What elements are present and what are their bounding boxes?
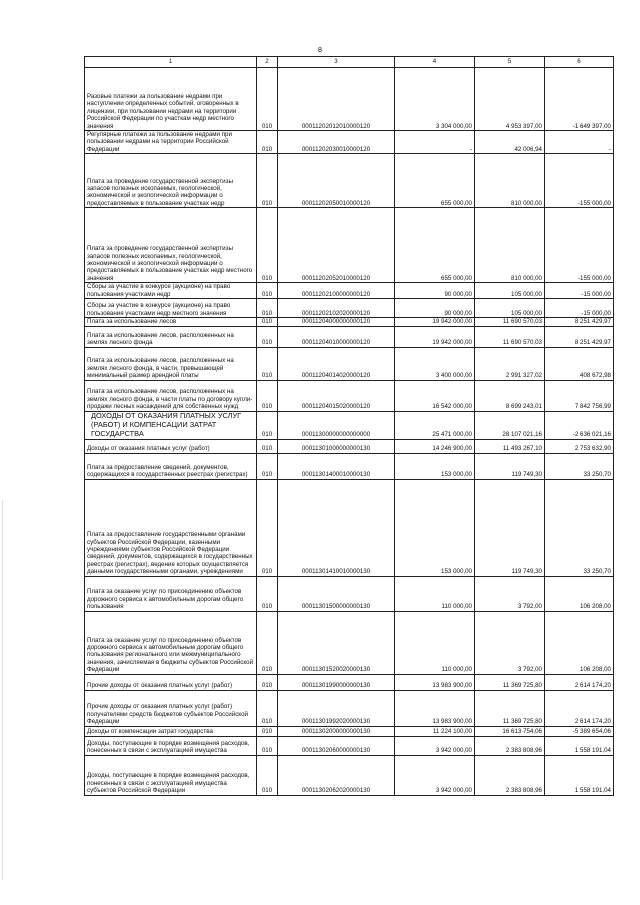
row-code-cell: 010 bbox=[257, 755, 278, 795]
table-header bbox=[85, 57, 614, 68]
row-fact-cell: 11 690 570,03 bbox=[475, 318, 545, 326]
row-name-cell: Плата за использование лесов, расположенных на землях лесного фонда, в части платы по договору купли-продажи лесных насаждений для собственных нужд bbox=[85, 380, 257, 411]
row-kbk-cell: 00011204000000000120 bbox=[278, 318, 395, 326]
row-fact-cell: 105 000,00 bbox=[475, 283, 545, 299]
table-row bbox=[85, 318, 614, 326]
row-diff-cell: -15 000,00 bbox=[545, 299, 614, 318]
budget-income-table bbox=[84, 56, 614, 796]
row-name-cell: Сборы за участие в конкурсе (аукционе) на право пользования участками недр bbox=[85, 283, 257, 299]
row-fact-cell: 11 493 267,10 bbox=[475, 439, 545, 453]
row-code-cell: 010 bbox=[257, 283, 278, 299]
table-row bbox=[85, 411, 614, 439]
row-plan-cell: 19 942 000,00 bbox=[395, 318, 475, 326]
row-name-cell: Доходы, поступающие в порядке возмещения расходов, понесенных в связи с эксплуатацией имущества bbox=[85, 736, 257, 755]
row-code-cell: 010 bbox=[257, 68, 278, 131]
row-plan-cell: 3 400 000,00 bbox=[395, 347, 475, 380]
row-fact-cell: 8 699 243,01 bbox=[475, 380, 545, 411]
row-code-cell: 010 bbox=[257, 736, 278, 755]
row-kbk-cell: 00011202052010000120 bbox=[278, 208, 395, 283]
table-row bbox=[85, 576, 614, 611]
row-name-cell: ДОХОДЫ ОТ ОКАЗАНИЯ ПЛАТНЫХ УСЛУГ (РАБОТ) И КОМПЕНСАЦИИ ЗАТРАТ ГОСУДАРСТВА bbox=[85, 411, 257, 439]
row-plan-cell: 13 983 900,00 bbox=[395, 690, 475, 726]
row-kbk-cell: 00011301990000000130 bbox=[278, 674, 395, 690]
row-kbk-cell: 00011301410010000130 bbox=[278, 479, 395, 576]
row-name-cell: Разовые платежи за пользование недрами при наступлении определенных событий, оговоренных в лицензии, при пользовании недрами на территории Российской Федерации по участкам недр местного значения bbox=[85, 68, 257, 131]
row-plan-cell: 14 246 900,00 bbox=[395, 439, 475, 453]
table-row bbox=[85, 439, 614, 453]
row-plan-cell: 3 942 000,00 bbox=[395, 736, 475, 755]
row-name-cell: Плата за использование лесов bbox=[85, 318, 257, 326]
row-plan-cell: 110 000,00 bbox=[395, 576, 475, 611]
row-diff-cell: 2 614 174,20 bbox=[545, 690, 614, 726]
table-row bbox=[85, 479, 614, 576]
row-plan-cell: 153 000,00 bbox=[395, 479, 475, 576]
row-plan-cell: 16 542 000,00 bbox=[395, 380, 475, 411]
row-diff-cell: -155 000,00 bbox=[545, 154, 614, 208]
row-kbk-cell: 00011202012010000120 bbox=[278, 68, 395, 131]
row-kbk-cell: 00011301992020000130 bbox=[278, 690, 395, 726]
row-name-cell: Плата за оказание услуг по присоединению объектов дорожного сервиса к автомобильным дорогам общего пользования bbox=[85, 576, 257, 611]
row-diff-cell: - bbox=[545, 131, 614, 154]
row-kbk-cell: 00011301500000000130 bbox=[278, 576, 395, 611]
row-code-cell: 010 bbox=[257, 576, 278, 611]
row-code-cell: 010 bbox=[257, 453, 278, 479]
table-row bbox=[85, 68, 614, 131]
column-header: 5 bbox=[475, 57, 545, 68]
table-row bbox=[85, 453, 614, 479]
column-header: 2 bbox=[257, 57, 278, 68]
table-row bbox=[85, 674, 614, 690]
row-name-cell: Регулярные платежи за пользование недрами при пользовании недрами на территории Российской Федерации bbox=[85, 131, 257, 154]
row-diff-cell: 8 251 429,97 bbox=[545, 318, 614, 326]
table-row bbox=[85, 736, 614, 755]
row-code-cell: 010 bbox=[257, 690, 278, 726]
row-fact-cell: 810 000,00 bbox=[475, 154, 545, 208]
column-header: 1 bbox=[85, 57, 257, 68]
row-fact-cell: 810 000,00 bbox=[475, 208, 545, 283]
row-diff-cell: 33 250,70 bbox=[545, 479, 614, 576]
row-name-cell: Прочие доходы от оказания платных услуг (работ) bbox=[85, 674, 257, 690]
row-code-cell: 010 bbox=[257, 154, 278, 208]
row-diff-cell: 1 558 191,04 bbox=[545, 736, 614, 755]
table-row bbox=[85, 755, 614, 795]
row-code-cell: 010 bbox=[257, 318, 278, 326]
row-diff-cell: 7 842 756,99 bbox=[545, 380, 614, 411]
row-plan-cell: 3 942 000,00 bbox=[395, 755, 475, 795]
row-kbk-cell: 00011302000000000130 bbox=[278, 726, 395, 736]
row-kbk-cell: 00011202100000000120 bbox=[278, 283, 395, 299]
row-plan-cell: 25 471 000,00 bbox=[395, 411, 475, 439]
row-diff-cell: 8 251 429,97 bbox=[545, 326, 614, 347]
row-kbk-cell: 00011300000000000000 bbox=[278, 411, 395, 439]
row-name-cell: Плата за проведение государственной экспертизы запасов полезных ископаемых, геологической, экономической и экологической информации о предоставляемых в пользование участках недр bbox=[85, 154, 257, 208]
row-kbk-cell: 00011202030010000120 bbox=[278, 131, 395, 154]
table-row bbox=[85, 326, 614, 347]
row-code-cell: 010 bbox=[257, 347, 278, 380]
row-code-cell: 010 bbox=[257, 131, 278, 154]
table-body bbox=[85, 68, 614, 796]
row-kbk-cell: 00011204015020000120 bbox=[278, 380, 395, 411]
row-diff-cell: -5 389 654,06 bbox=[545, 726, 614, 736]
row-name-cell: Плата за предоставление сведений, документов, содержащихся в государственных реестрах (регистрах) bbox=[85, 453, 257, 479]
row-fact-cell: 2 991 327,02 bbox=[475, 347, 545, 380]
table-row bbox=[85, 283, 614, 299]
row-name-cell: Плата за проведение государственной экспертизы запасов полезных ископаемых, геологической, экономической и экологической информации о предоставляемых в пользование участках недр местного значения bbox=[85, 208, 257, 283]
row-code-cell: 010 bbox=[257, 611, 278, 674]
row-diff-cell: 106 208,00 bbox=[545, 576, 614, 611]
row-diff-cell: -2 636 021,16 bbox=[545, 411, 614, 439]
row-code-cell: 010 bbox=[257, 326, 278, 347]
row-plan-cell: 90 000,00 bbox=[395, 283, 475, 299]
row-code-cell: 010 bbox=[257, 411, 278, 439]
row-name-cell: Доходы от оказания платных услуг (работ) bbox=[85, 439, 257, 453]
table-row bbox=[85, 131, 614, 154]
table-row bbox=[85, 208, 614, 283]
row-fact-cell: 2 383 808,96 bbox=[475, 736, 545, 755]
row-code-cell: 010 bbox=[257, 479, 278, 576]
page-number: 8 bbox=[318, 47, 322, 54]
row-fact-cell: 16 613 754,06 bbox=[475, 726, 545, 736]
row-name-cell: Плата за оказание услуг по присоединению объектов дорожного сервиса к автомобильным дорогам общего пользования регионального или межмуниципального значения, зачисляемая в бюджеты субъектов Российской Федерации bbox=[85, 611, 257, 674]
row-plan-cell: 3 304 000,00 bbox=[395, 68, 475, 131]
row-kbk-cell: 00011204010000000120 bbox=[278, 326, 395, 347]
column-number-row bbox=[85, 57, 614, 68]
row-fact-cell: 119 749,30 bbox=[475, 479, 545, 576]
table-row bbox=[85, 299, 614, 318]
row-name-cell: Доходы, поступающие в порядке возмещения расходов, понесенных в связи с эксплуатацией имущества субъектов Российской Федерации bbox=[85, 755, 257, 795]
row-code-cell: 010 bbox=[257, 726, 278, 736]
row-plan-cell: 655 000,00 bbox=[395, 208, 475, 283]
column-header: 4 bbox=[395, 57, 475, 68]
row-name-cell: Плата за использование лесов, расположенных на землях лесного фонда, в части, превышающей минимальный размер арендной платы bbox=[85, 347, 257, 380]
row-kbk-cell: 00011302062020000130 bbox=[278, 755, 395, 795]
row-name-cell: Плата за предоставление государственными органами субъектов Российской Федерации, казенными учреждениями субъектов Российской Федерации сведений, документов, содержащихся в государственных реестрах (регистрах), ведение которых осуществляется данными государственными органами, учреждениями bbox=[85, 479, 257, 576]
row-plan-cell: 110 000,00 bbox=[395, 611, 475, 674]
row-diff-cell: 2 753 632,90 bbox=[545, 439, 614, 453]
row-diff-cell: -1 649 397,00 bbox=[545, 68, 614, 131]
row-plan-cell: 19 942 000,00 bbox=[395, 326, 475, 347]
row-fact-cell: 42 006,94 bbox=[475, 131, 545, 154]
row-kbk-cell: 00011202102020000120 bbox=[278, 299, 395, 318]
row-name-cell: Доходы от компенсации затрат государства bbox=[85, 726, 257, 736]
row-code-cell: 010 bbox=[257, 439, 278, 453]
row-plan-cell: 655 000,00 bbox=[395, 154, 475, 208]
table-row bbox=[85, 154, 614, 208]
table-row bbox=[85, 726, 614, 736]
row-fact-cell: 11 369 725,80 bbox=[475, 690, 545, 726]
row-fact-cell: 105 000,00 bbox=[475, 299, 545, 318]
row-code-cell: 010 bbox=[257, 674, 278, 690]
scan-edge-mark bbox=[2, 500, 5, 880]
row-name-cell: Прочие доходы от оказания платных услуг (работ) получателями средств бюджетов субъектов Российской Федерации bbox=[85, 690, 257, 726]
row-name-cell: Сборы за участие в конкурсе (аукционе) на право пользования участками недр местного значения bbox=[85, 299, 257, 318]
row-fact-cell: 28 107 021,16 bbox=[475, 411, 545, 439]
row-plan-cell: - bbox=[395, 131, 475, 154]
row-diff-cell: -155 000,00 bbox=[545, 208, 614, 283]
row-kbk-cell: 00011202050010000120 bbox=[278, 154, 395, 208]
row-plan-cell: 90 000,00 bbox=[395, 299, 475, 318]
row-diff-cell: 1 558 191,04 bbox=[545, 755, 614, 795]
row-diff-cell: 33 250,70 bbox=[545, 453, 614, 479]
row-fact-cell: 3 792,00 bbox=[475, 611, 545, 674]
row-kbk-cell: 00011302060000000130 bbox=[278, 736, 395, 755]
row-diff-cell: -15 000,00 bbox=[545, 283, 614, 299]
row-plan-cell: 153 000,00 bbox=[395, 453, 475, 479]
row-fact-cell: 2 383 808,96 bbox=[475, 755, 545, 795]
table-row bbox=[85, 347, 614, 380]
row-plan-cell: 13 983 900,00 bbox=[395, 674, 475, 690]
row-code-cell: 010 bbox=[257, 208, 278, 283]
row-fact-cell: 11 690 570,03 bbox=[475, 326, 545, 347]
row-plan-cell: 11 224 100,00 bbox=[395, 726, 475, 736]
table-row bbox=[85, 380, 614, 411]
table-row bbox=[85, 690, 614, 726]
row-kbk-cell: 00011204014020000120 bbox=[278, 347, 395, 380]
row-kbk-cell: 00011301520020000130 bbox=[278, 611, 395, 674]
table-row bbox=[85, 611, 614, 674]
row-diff-cell: 106 208,00 bbox=[545, 611, 614, 674]
row-fact-cell: 4 953 397,00 bbox=[475, 68, 545, 131]
row-name-cell: Плата за использование лесов, расположенных на землях лесного фонда bbox=[85, 326, 257, 347]
row-diff-cell: 408 672,98 bbox=[545, 347, 614, 380]
row-kbk-cell: 00011301000000000130 bbox=[278, 439, 395, 453]
row-fact-cell: 119 749,30 bbox=[475, 453, 545, 479]
row-code-cell: 010 bbox=[257, 299, 278, 318]
row-diff-cell: 2 614 174,20 bbox=[545, 674, 614, 690]
column-header: 3 bbox=[278, 57, 395, 68]
row-code-cell: 010 bbox=[257, 380, 278, 411]
row-kbk-cell: 00011301400010000130 bbox=[278, 453, 395, 479]
row-fact-cell: 3 792,00 bbox=[475, 576, 545, 611]
row-fact-cell: 11 369 725,80 bbox=[475, 674, 545, 690]
column-header: 6 bbox=[545, 57, 614, 68]
